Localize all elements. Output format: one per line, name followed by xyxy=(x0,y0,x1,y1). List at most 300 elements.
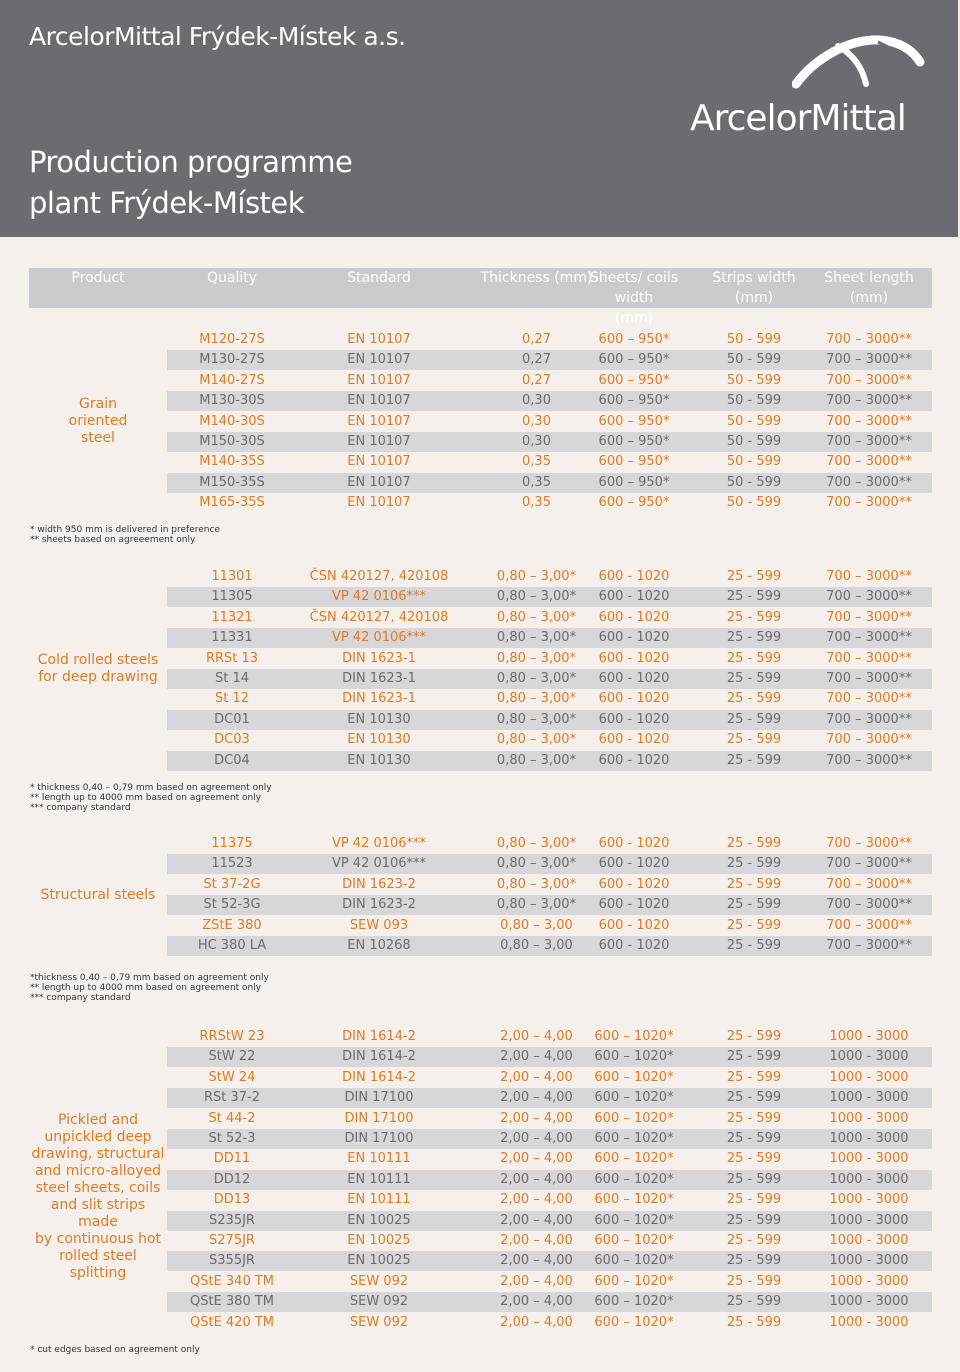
table-cell: 2,00 – 4,00 xyxy=(500,1110,573,1126)
table-row xyxy=(167,669,932,689)
group-footnotes xyxy=(30,783,272,813)
table-cell: 25 - 599 xyxy=(726,630,782,646)
table-row xyxy=(167,1109,932,1129)
table-cell: 700 – 3000** xyxy=(826,671,912,686)
table-cell: DIN 17100 xyxy=(344,1110,414,1126)
table-cell: EN 10107 xyxy=(347,454,411,470)
table-cell: 700 – 3000** xyxy=(826,917,912,933)
merged-standard-line: VP 42 0106*** xyxy=(331,629,427,645)
table-row xyxy=(167,350,932,370)
table-cell: 600 - 1020 xyxy=(598,836,670,851)
table-cell: 2,00 – 4,00 xyxy=(500,1090,573,1106)
table-row xyxy=(167,649,932,669)
footnote: *thickness 0,40 – 0,79 mm based on agreement only xyxy=(30,973,269,983)
table-cell: 0,80 – 3,00* xyxy=(496,650,577,666)
table-cell: 1000 - 3000 xyxy=(829,1212,909,1228)
table-row xyxy=(167,916,932,936)
table-cell: 600 – 950* xyxy=(598,434,670,449)
group-label-line: rolled steel splitting xyxy=(59,1248,137,1281)
group-label-line: and slit strips made xyxy=(50,1197,146,1230)
table-row xyxy=(167,1047,932,1067)
table-cell: 600 – 950* xyxy=(598,454,670,470)
table-cell: 700 – 3000** xyxy=(826,352,912,368)
table-cell: 11331 xyxy=(211,630,253,646)
table-cell: 0,80 – 3,00* xyxy=(496,691,577,707)
table-cell: 0,80 – 3,00* xyxy=(496,752,577,768)
table-cell: QStE 380 TM xyxy=(189,1294,275,1310)
table-cell: EN 10107 xyxy=(347,393,411,409)
table-cell: 600 – 1020* xyxy=(594,1273,674,1289)
table-cell: St 37-2G xyxy=(203,876,261,892)
group-label-line: and micro-alloyed xyxy=(34,1163,162,1179)
table-cell: 0,35 xyxy=(522,495,551,511)
table-cell: StW 22 xyxy=(208,1049,256,1065)
table-cell: 50 - 599 xyxy=(726,352,782,368)
table-row xyxy=(167,1170,932,1190)
table-row xyxy=(167,1272,932,1292)
table-cell: 1000 - 3000 xyxy=(829,1171,909,1187)
table-cell: DD12 xyxy=(213,1171,251,1187)
logo-wordmark: ArcelorMittal xyxy=(690,98,906,139)
table-cell: EN 10107 xyxy=(347,352,411,368)
product-group xyxy=(29,567,932,771)
table-cell: 700 – 3000** xyxy=(826,630,912,646)
table-cell: EN 10130 xyxy=(347,752,411,768)
table-cell: 1000 - 3000 xyxy=(829,1110,909,1126)
table-cell: M150-30S xyxy=(199,434,265,449)
table-cell: 600 - 1020 xyxy=(598,876,670,892)
table-cell: 600 – 1020* xyxy=(594,1253,674,1269)
group-footnotes xyxy=(30,525,220,545)
table-row xyxy=(167,432,932,452)
table-cell: 600 – 1020* xyxy=(594,1090,674,1106)
table-cell: 11301 xyxy=(211,569,253,584)
table-cell: 25 - 599 xyxy=(726,1090,782,1106)
table-row xyxy=(167,1068,932,1088)
table-cell: 600 - 1020 xyxy=(598,711,670,727)
table-cell: 600 – 1020* xyxy=(594,1314,674,1330)
footnote: ** length up to 4000 mm based on agreement only xyxy=(30,793,262,803)
table-row xyxy=(167,1251,932,1271)
table-cell: 11375 xyxy=(211,836,253,851)
table-row xyxy=(167,493,932,513)
table-cell: 2,00 – 4,00 xyxy=(500,1171,573,1187)
table-cell: 700 – 3000** xyxy=(826,752,912,768)
table-cell: 1000 - 3000 xyxy=(829,1090,909,1106)
table-cell: 600 – 1020* xyxy=(594,1192,674,1208)
table-cell: EN 10107 xyxy=(347,332,411,347)
group-footnotes xyxy=(30,973,269,1003)
product-group xyxy=(29,1027,932,1333)
table-cell: 600 – 1020* xyxy=(594,1110,674,1126)
table-cell: 25 - 599 xyxy=(726,1294,782,1310)
table-cell: 700 – 3000** xyxy=(826,393,912,409)
table-cell: 600 – 950* xyxy=(598,393,670,409)
table-cell: DIN 17100 xyxy=(344,1131,414,1146)
table-cell: M150-35S xyxy=(199,474,265,490)
group-label-line: drawing, structural xyxy=(31,1146,165,1162)
table-cell: 0,27 xyxy=(522,352,551,368)
table-row xyxy=(167,391,932,411)
table-cell: 25 - 599 xyxy=(726,1131,782,1146)
merged-standard-line: VP 42 0106*** xyxy=(331,589,427,604)
table-row xyxy=(167,689,932,709)
col-product: Product xyxy=(71,270,125,286)
table-row xyxy=(167,1027,932,1047)
table-cell: 50 - 599 xyxy=(726,372,782,388)
table-cell: 0,30 xyxy=(522,434,551,449)
table-cell: 600 - 1020 xyxy=(598,897,670,913)
product-group xyxy=(29,330,932,514)
table-cell: 700 – 3000** xyxy=(826,589,912,605)
table-cell: 11305 xyxy=(211,589,253,605)
table-cell: EN 10268 xyxy=(347,938,411,953)
col-sheet-length: Sheet length (mm) xyxy=(824,270,914,306)
table-cell: 700 – 3000** xyxy=(826,372,912,388)
table-cell: DIN 1614-2 xyxy=(342,1029,416,1044)
table-cell: DC01 xyxy=(214,711,250,727)
document-title xyxy=(29,142,352,224)
arcelormittal-logo-icon xyxy=(792,32,926,92)
table-cell: 1000 - 3000 xyxy=(829,1314,909,1330)
table-cell: 25 - 599 xyxy=(726,917,782,933)
footnote: * width 950 mm is delivered in preference xyxy=(30,525,220,535)
table-cell: 600 – 1020* xyxy=(594,1151,674,1167)
col-standard: Standard xyxy=(347,270,411,286)
table-cell: M130-27S xyxy=(199,352,265,368)
table-cell: 0,30 xyxy=(522,413,551,429)
table-cell: 50 - 599 xyxy=(726,474,782,490)
merged-standard-cell xyxy=(304,608,454,648)
table-cell: 25 - 599 xyxy=(726,1029,782,1044)
table-cell: 0,80 – 3,00* xyxy=(496,711,577,727)
group-label-line: Structural steels xyxy=(40,886,156,903)
table-cell: 700 – 3000** xyxy=(826,474,912,490)
table-row xyxy=(167,628,932,648)
table-cell: 600 - 1020 xyxy=(598,691,670,707)
title-line-2: plant Frýdek-Místek xyxy=(29,186,305,220)
table-row xyxy=(167,412,932,432)
table-row xyxy=(167,1088,932,1108)
table-cell: DD11 xyxy=(213,1151,251,1167)
footnote: *** company standard xyxy=(30,993,131,1003)
table-cell: S275JR xyxy=(209,1233,255,1248)
table-cell: S235JR xyxy=(209,1212,255,1228)
table-cell: DIN 1623-1 xyxy=(342,691,416,707)
title-line-1: Production programme xyxy=(29,145,353,179)
table-cell: 600 – 950* xyxy=(598,352,670,368)
table-cell: 600 – 1020* xyxy=(594,1171,674,1187)
table-cell: 600 - 1020 xyxy=(598,938,670,953)
table-cell: 1000 - 3000 xyxy=(829,1029,909,1044)
group-label xyxy=(29,887,167,904)
table-cell: 25 - 599 xyxy=(726,897,782,913)
table-cell: EN 10107 xyxy=(347,372,411,388)
table-cell: 0,80 – 3,00 xyxy=(500,938,573,953)
table-cell: M165-35S xyxy=(199,495,265,511)
table-cell: 600 - 1020 xyxy=(598,856,670,872)
table-cell: 25 - 599 xyxy=(726,1192,782,1208)
table-cell: 700 – 3000** xyxy=(826,856,912,872)
footnote: ** length up to 4000 mm based on agreement only xyxy=(30,983,262,993)
table-cell: SEW 092 xyxy=(349,1294,409,1310)
table-row xyxy=(167,710,932,730)
table-cell: 1000 - 3000 xyxy=(829,1294,909,1310)
table-cell: DIN 1623-1 xyxy=(342,671,416,686)
table-cell: 11321 xyxy=(211,609,253,625)
table-cell: 1000 - 3000 xyxy=(829,1131,909,1146)
table-cell: 0,27 xyxy=(522,332,551,347)
table-cell: 700 – 3000** xyxy=(826,569,912,584)
table-cell: StW 24 xyxy=(208,1069,256,1085)
table-cell: 0,80 – 3,00* xyxy=(496,569,577,584)
table-cell: DIN 17100 xyxy=(344,1090,414,1106)
table-cell: SEW 093 xyxy=(349,917,409,933)
table-cell: 1000 - 3000 xyxy=(829,1233,909,1248)
table-cell: 600 - 1020 xyxy=(598,752,670,768)
table-cell: 50 - 599 xyxy=(726,454,782,470)
table-cell: EN 10130 xyxy=(347,711,411,727)
table-row xyxy=(167,1129,932,1149)
table-cell: 0,80 – 3,00* xyxy=(496,589,577,605)
table-cell: 25 - 599 xyxy=(726,569,782,584)
table-cell: QStE 420 TM xyxy=(189,1314,275,1330)
column-header-bar xyxy=(29,268,932,326)
table-cell: RRStW 23 xyxy=(199,1029,265,1044)
table-cell: 50 - 599 xyxy=(726,413,782,429)
merged-standard-cell xyxy=(304,567,454,607)
group-label-line: Pickled and xyxy=(57,1112,138,1128)
table-cell: EN 10107 xyxy=(347,413,411,429)
table-cell: 25 - 599 xyxy=(726,1049,782,1065)
table-cell: M140-30S xyxy=(199,413,265,429)
group-label-line: by continuous hot xyxy=(35,1231,161,1247)
table-cell: 600 – 950* xyxy=(598,474,670,490)
table-cell: 25 - 599 xyxy=(726,1253,782,1269)
table-cell: 0,30 xyxy=(522,393,551,409)
table-row xyxy=(167,1231,932,1251)
table-cell: 2,00 – 4,00 xyxy=(500,1151,573,1167)
table-cell: 2,00 – 4,00 xyxy=(500,1233,573,1248)
table-cell: 600 – 950* xyxy=(598,332,670,347)
table-cell: 700 – 3000** xyxy=(826,897,912,913)
table-cell: DC03 xyxy=(214,732,250,748)
table-cell: 25 - 599 xyxy=(726,856,782,872)
table-cell: 50 - 599 xyxy=(726,332,782,347)
table-cell: 50 - 599 xyxy=(726,393,782,409)
table-cell: 2,00 – 4,00 xyxy=(500,1192,573,1208)
table-cell: SEW 092 xyxy=(349,1273,409,1289)
table-cell: 50 - 599 xyxy=(726,434,782,449)
table-cell: RSt 37-2 xyxy=(203,1090,261,1106)
table-cell: DIN 1623-2 xyxy=(342,876,416,892)
table-cell: 700 – 3000** xyxy=(826,836,912,851)
table-cell: 25 - 599 xyxy=(726,650,782,666)
table-cell: 700 – 3000** xyxy=(826,454,912,470)
footnote: *** company standard xyxy=(30,803,131,813)
table-cell: 25 - 599 xyxy=(726,691,782,707)
table-cell: 2,00 – 4,00 xyxy=(500,1273,573,1289)
table-cell: 25 - 599 xyxy=(726,589,782,605)
table-cell: 0,80 – 3,00 xyxy=(500,917,573,933)
table-cell: 600 - 1020 xyxy=(598,569,670,584)
col-quality: Quality xyxy=(206,270,258,286)
table-cell: 2,00 – 4,00 xyxy=(500,1294,573,1310)
table-cell: M120-27S xyxy=(199,332,265,347)
table-cell: EN 10111 xyxy=(347,1171,411,1187)
table-cell: 600 - 1020 xyxy=(598,589,670,605)
table-cell: 700 – 3000** xyxy=(826,938,912,953)
table-cell: SEW 092 xyxy=(349,1314,409,1330)
table-cell: M140-27S xyxy=(199,372,265,388)
table-cell: 600 - 1020 xyxy=(598,917,670,933)
table-row xyxy=(167,1149,932,1169)
table-cell: 1000 - 3000 xyxy=(829,1273,909,1289)
table-cell: 25 - 599 xyxy=(726,1151,782,1167)
table-row xyxy=(167,936,932,956)
table-row xyxy=(167,730,932,750)
table-cell: 0,80 – 3,00* xyxy=(496,732,577,748)
table-cell: 1000 - 3000 xyxy=(829,1192,909,1208)
table-cell: 700 – 3000** xyxy=(826,495,912,511)
table-row xyxy=(167,1292,932,1312)
table-cell: 2,00 – 4,00 xyxy=(500,1069,573,1085)
table-cell: 25 - 599 xyxy=(726,711,782,727)
table-cell: 25 - 599 xyxy=(726,1233,782,1248)
footnote: * thickness 0,40 – 0,79 mm based on agreement only xyxy=(30,783,272,793)
table-cell: 25 - 599 xyxy=(726,752,782,768)
table-cell: 2,00 – 4,00 xyxy=(500,1212,573,1228)
table-cell: 1000 - 3000 xyxy=(829,1151,909,1167)
group-label xyxy=(29,1112,167,1282)
table-row xyxy=(167,452,932,472)
table-cell: 0,80 – 3,00* xyxy=(496,630,577,646)
group-footnotes xyxy=(30,1345,200,1355)
group-label-line: oriented xyxy=(68,413,128,430)
table-cell: M130-30S xyxy=(199,393,265,409)
table-cell: 25 - 599 xyxy=(726,1171,782,1187)
table-row xyxy=(167,1211,932,1231)
table-cell: 2,00 – 4,00 xyxy=(500,1131,573,1146)
table-cell: 1000 - 3000 xyxy=(829,1069,909,1085)
table-cell: DIN 1614-2 xyxy=(342,1049,416,1065)
group-label-line: steel xyxy=(81,430,115,447)
table-cell: 25 - 599 xyxy=(726,1273,782,1289)
table-cell: 0,80 – 3,00* xyxy=(496,876,577,892)
table-cell: 600 - 1020 xyxy=(598,732,670,748)
table-cell: 0,80 – 3,00* xyxy=(496,609,577,625)
table-cell: 2,00 – 4,00 xyxy=(500,1029,573,1044)
table-cell: 600 – 950* xyxy=(598,495,670,511)
table-cell: 25 - 599 xyxy=(726,732,782,748)
table-cell: St 52-3G xyxy=(203,897,261,913)
table-cell: HC 380 LA xyxy=(197,938,267,953)
table-cell: St 44-2 xyxy=(208,1110,256,1126)
table-cell: 1000 - 3000 xyxy=(829,1253,909,1269)
col-thickness: Thickness (mm) xyxy=(480,270,593,286)
table-cell: S355JR xyxy=(209,1253,255,1269)
table-cell: EN 10025 xyxy=(347,1253,411,1269)
table-cell: 25 - 599 xyxy=(726,671,782,686)
table-cell: ZStE 380 xyxy=(202,917,262,933)
table-row xyxy=(167,854,932,874)
table-cell: EN 10111 xyxy=(347,1192,411,1208)
table-row xyxy=(167,608,932,628)
group-label xyxy=(29,396,167,447)
table-cell: DIN 1614-2 xyxy=(342,1069,416,1085)
table-cell: 25 - 599 xyxy=(726,836,782,851)
table-cell: EN 10111 xyxy=(347,1151,411,1167)
table-cell: 25 - 599 xyxy=(726,1110,782,1126)
table-row xyxy=(167,473,932,493)
table-cell: RRSt 13 xyxy=(205,650,259,666)
table-cell: DD13 xyxy=(213,1192,251,1208)
table-cell: 700 – 3000** xyxy=(826,711,912,727)
table-cell: M140-35S xyxy=(199,454,265,470)
table-cell: 700 – 3000** xyxy=(826,650,912,666)
table-cell: 700 – 3000** xyxy=(826,434,912,449)
merged-standard-line: ČSN 420127, 420108 xyxy=(309,569,449,584)
table-cell: 600 - 1020 xyxy=(598,650,670,666)
table-row xyxy=(167,751,932,771)
table-cell: EN 10025 xyxy=(347,1212,411,1228)
table-cell: 25 - 599 xyxy=(726,938,782,953)
table-cell: 0,35 xyxy=(522,454,551,470)
table-cell: 25 - 599 xyxy=(726,1069,782,1085)
table-cell: DC04 xyxy=(214,752,250,768)
merged-standard-line: ČSN 420127, 420108 xyxy=(309,609,449,625)
table-cell: 0,80 – 3,00* xyxy=(496,671,577,686)
table-cell: 0,80 – 3,00* xyxy=(496,836,577,851)
table-cell: 700 – 3000** xyxy=(826,876,912,892)
table-cell: DIN 1623-1 xyxy=(342,650,416,666)
table-cell: 600 – 1020* xyxy=(594,1131,674,1146)
table-cell: 700 – 3000** xyxy=(826,609,912,625)
table-cell: EN 10025 xyxy=(347,1233,411,1248)
table-cell: 700 – 3000** xyxy=(826,691,912,707)
table-cell: 700 – 3000** xyxy=(826,413,912,429)
table-row xyxy=(167,567,932,587)
table-cell: 600 – 950* xyxy=(598,372,670,388)
table-cell: VP 42 0106*** xyxy=(331,836,427,851)
table-cell: 2,00 – 4,00 xyxy=(500,1314,573,1330)
table-cell: 600 – 1020* xyxy=(594,1069,674,1085)
footnote: ** sheets based on agreeement only xyxy=(30,535,196,545)
table-cell: 600 - 1020 xyxy=(598,609,670,625)
table-row xyxy=(167,587,932,607)
table-cell: 0,35 xyxy=(522,474,551,490)
table-cell: St 12 xyxy=(214,691,250,707)
table-cell: 25 - 599 xyxy=(726,609,782,625)
table-cell: QStE 340 TM xyxy=(189,1273,275,1289)
table-cell: 600 – 1020* xyxy=(594,1029,674,1044)
table-cell: 0,27 xyxy=(522,372,551,388)
table-cell: 600 – 1020* xyxy=(594,1294,674,1310)
table-cell: EN 10107 xyxy=(347,474,411,490)
table-cell: St 52-3 xyxy=(208,1131,256,1146)
table-row xyxy=(167,371,932,391)
group-label-line: steel sheets, coils xyxy=(35,1180,161,1196)
table-row xyxy=(167,330,932,350)
table-row xyxy=(167,1190,932,1210)
table-cell: DIN 1623-2 xyxy=(342,897,416,913)
product-group xyxy=(29,834,932,956)
table-cell: 2,00 – 4,00 xyxy=(500,1253,573,1269)
table-row xyxy=(167,834,932,854)
company-name: ArcelorMittal Frýdek-Místek a.s. xyxy=(29,22,406,51)
table-cell: EN 10130 xyxy=(347,732,411,748)
table-cell: 2,00 – 4,00 xyxy=(500,1049,573,1065)
